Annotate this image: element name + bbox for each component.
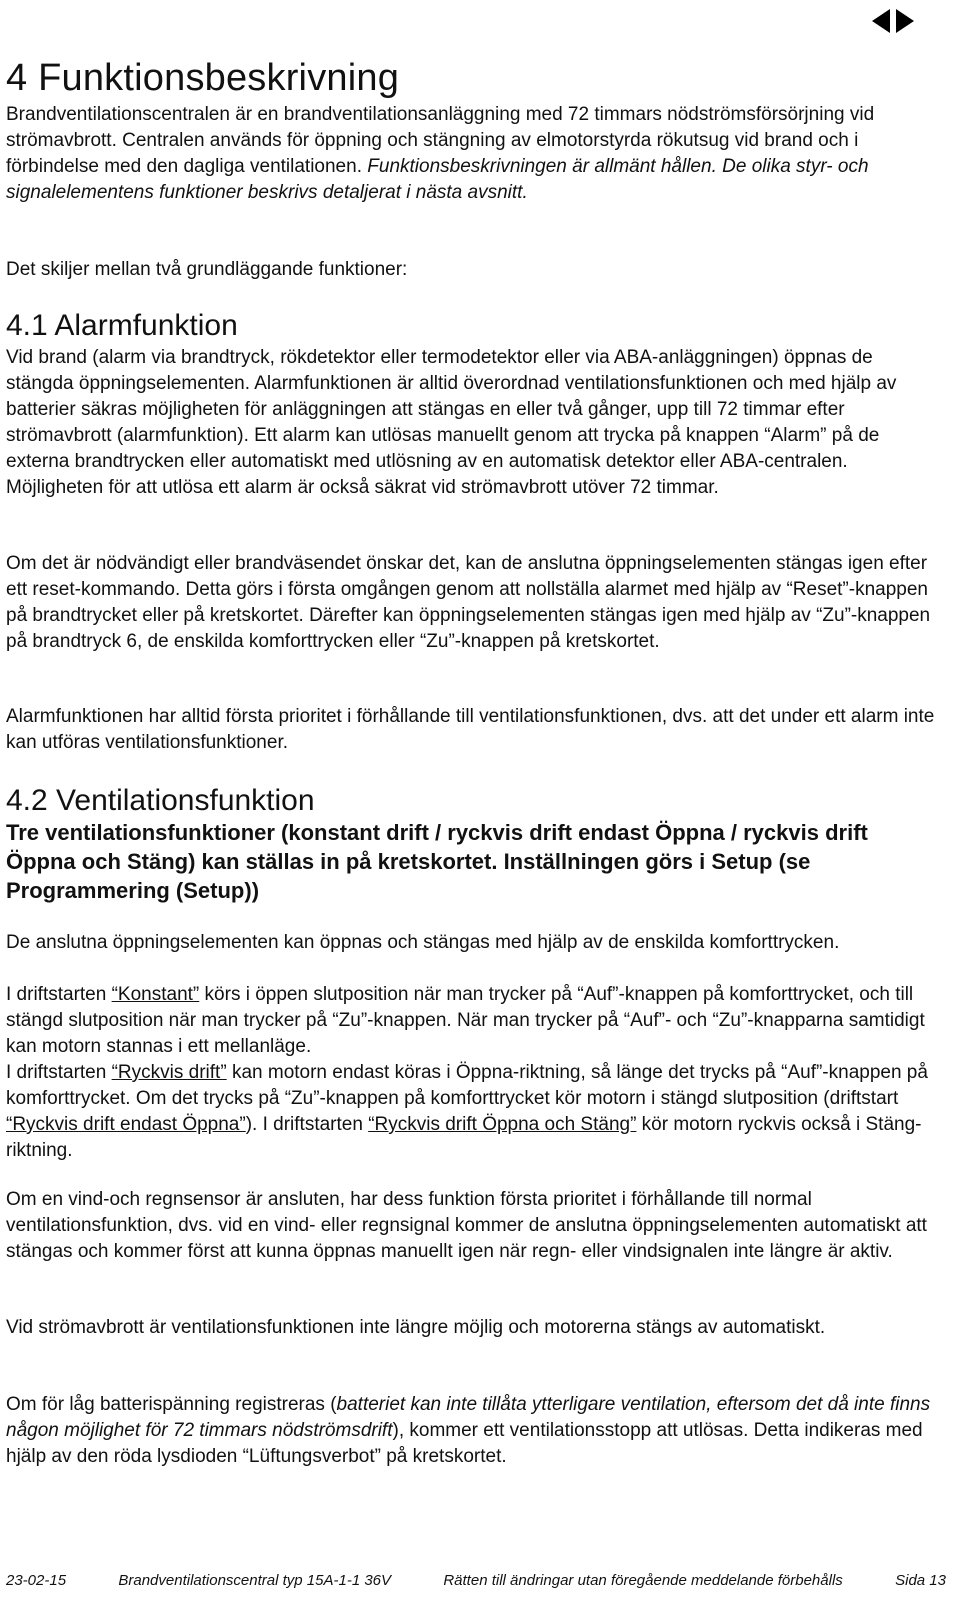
distinction-text: Det skiljer mellan två grundläggande funktioner: [6,259,408,280]
page-title: 4 Funktionsbeskrivning [6,57,400,99]
ryckvis-drift-oppna-och-stang-link[interactable]: “Ryckvis drift Öppna och Stäng” [368,1114,637,1135]
section-42-paragraph-5: Vid strömavbrott är ventilationsfunktionen inte längre möjlig och motorerna stängs av automatiskt. [6,1317,826,1338]
section-42-paragraph-4: Om en vind-och regnsensor är ansluten, har dess funktion första prioritet i förhållande till normal ventilationsfunktion, dvs. vid en vind- eller regnsignal kommer de anslutna öppningselementen automatiskt att stängas och kommer först att kunna öppnas manuellt igen när regn- eller vindsignalen inte längre är aktiv. [6,1189,927,1262]
section-42-bold-intro: Tre ventilationsfunktioner (konstant drift / ryckvis drift endast Öppna / ryckvis drift Öppna och Stäng) kan ställas in på kretskortet. Inställningen görs i Setup (se Programmering (Setup)) [6,820,868,903]
page-navigation [870,8,916,34]
next-page-icon[interactable] [894,8,916,34]
konstant-link[interactable]: “Konstant” [111,984,200,1005]
intro-italic-text: Funktionsbeskrivningen är allmänt hållen. De olika styr- och signalelementens funktioner beskrivs detaljerat i nästa avsnitt. [6,156,869,203]
footer-date: 23-02-15 [6,1572,67,1589]
section-42-title: 4.2 Ventilationsfunktion [6,784,315,817]
section-41-paragraph-3: Alarmfunktionen har alltid första prioritet i förhållande till ventilationsfunktionen, dvs. att det under ett alarm inte kan utföras ventilationsfunktioner. [6,706,935,753]
section-42-paragraph-3: I driftstarten “Ryckvis drift” kan motorn endast köras i Öppna-riktning, så länge det trycks på “Auf”-knappen på komforttrycket. Om det trycks på “Zu”-knappen på komforttrycket kör motorn i stängd slutposition (driftstart “Ryckvis drift endast Öppna”). I driftstarten “Ryckvis drift Öppna och Stäng” kör motorn ryckvis också i Stäng-riktning. [6,1062,928,1161]
footer-rights: Rätten till ändringar utan föregående meddelande förbehålls [443,1572,843,1589]
section-42-paragraph-2: I driftstarten “Konstant” körs i öppen slutposition när man trycker på “Auf”-knappen på komforttrycket, och till stängd slutposition när man trycker på “Zu”-knappen. När man trycker på “Auf”- och “Zu”-knapparna samtidigt kan motorn stannas i ett mellanläge. [6,984,925,1057]
section-41-paragraph-1: Vid brand (alarm via brandtryck, rökdetektor eller termodetektor eller via ABA-anläggningen) öppnas de stängda öppningselementen. Alarmfunktionen är alltid överordnad ventilationsfunktionen och med hjälp av batterier säkras möjligheten för anläggningen att stängas en eller två gånger, upp till 72 timmar efter strömavbrott (alarmfunktion). Ett alarm kan utlösas manuellt genom att trycka på knappen “Alarm” på de externa brandtrycken eller automatiskt med utlösning av en automatisk detektor eller ABA-centralen. Möjligheten för att utlösa ett alarm är också säkrat vid strömavbrott utöver 72 timmar. [6,347,897,498]
previous-page-icon[interactable] [870,8,892,34]
section-42-paragraph-6: Om för låg batterispänning registreras (batteriet kan inte tillåta ytterligare ventilation, eftersom det då inte finns någon möjlighet för 72 timmars nödströmsdrift), kommer ett ventilationsstopp att utlösas. Detta indikeras med hjälp av den röda lysdioden “Lüftungsverbot” på kretskortet. [6,1394,931,1467]
section-41-paragraph-2: Om det är nödvändigt eller brandväsendet önskar det, kan de anslutna öppningselementen stängas igen efter ett reset-kommando. Detta görs i första omgången genom att nollställa alarmet med hjälp av “Reset”-knappen på brandtrycket eller på kretskortet. Därefter kan öppningselementen stängas igen med hjälp av “Zu”-knappen på brandtryck 6, de enskilda komforttrycken eller “Zu”-knappen på kretskortet. [6,553,931,652]
ryckvis-drift-link[interactable]: “Ryckvis drift” [111,1062,227,1083]
intro-paragraph [6,102,936,206]
section-42-paragraph-1: De anslutna öppningselementen kan öppnas och stängas med hjälp av de enskilda komforttrycken. [6,932,840,953]
page-footer [6,1572,946,1589]
footer-page-number: Sida 13 [895,1572,946,1589]
intro-text: Brandventilationscentralen är en brandventilationsanläggning med 72 timmars nödströmsförsörjning vid strömavbrott. Centralen används för öppning och stängning av elmotorstyrda rökutsug vid brand och i förbindelse med den dagliga ventilationen. [6,104,875,177]
section-41-title: 4.1 Alarmfunktion [6,309,238,342]
ryckvis-drift-endast-oppna-link[interactable]: “Ryckvis drift endast Öppna” [6,1114,246,1135]
footer-product: Brandventilationscentral typ 15A-1-1 36V [118,1572,392,1589]
